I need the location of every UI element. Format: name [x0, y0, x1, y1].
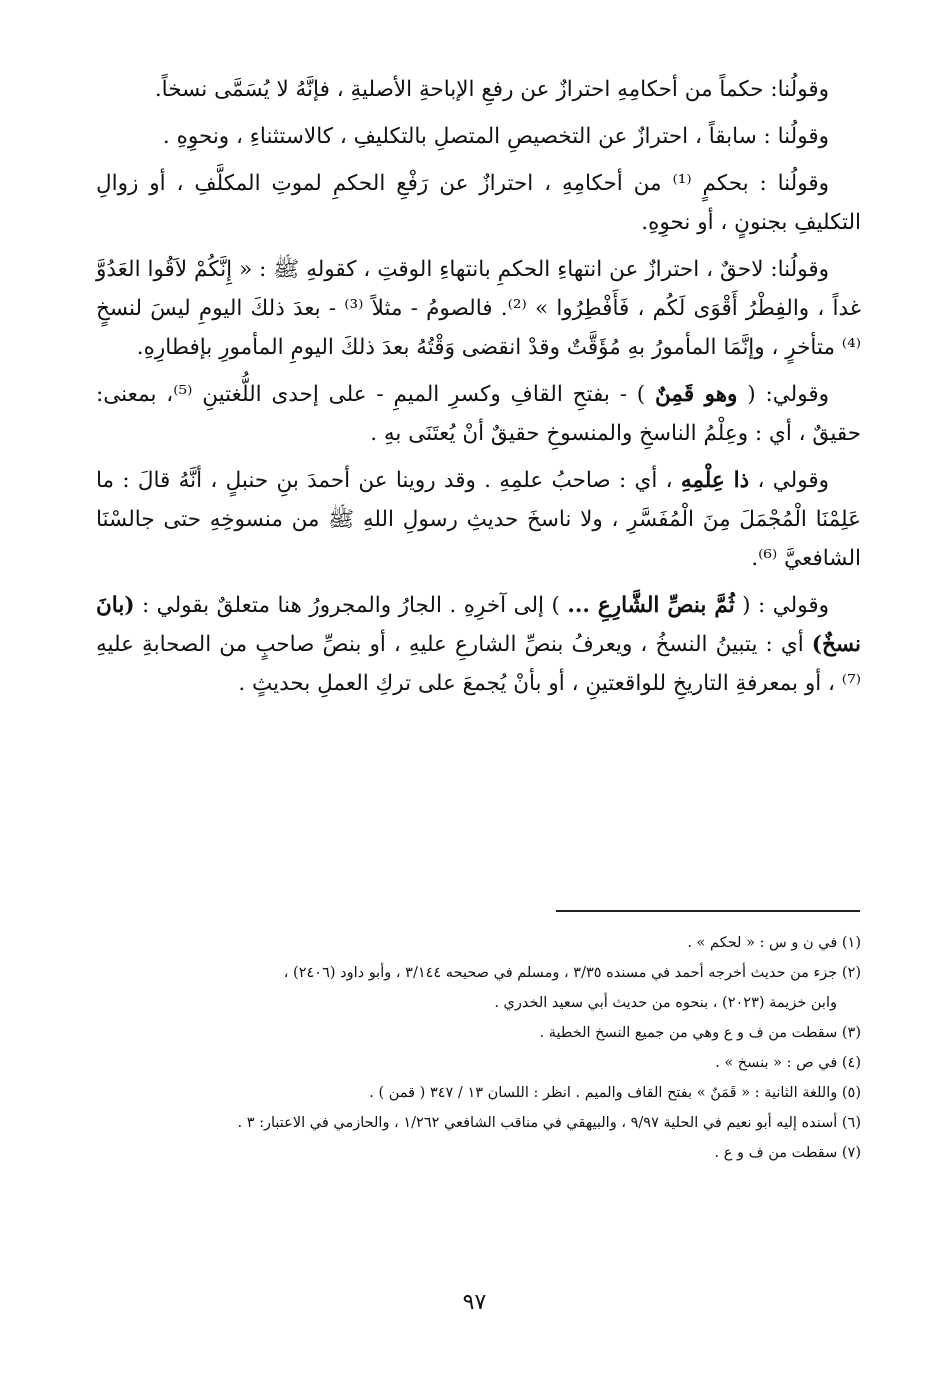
- footnote: (١) في ن و س : « لحكم » .: [687, 935, 861, 951]
- paragraph: وقولي ، ذا عِلْمِهِ ، أي : صاحبُ علمِهِ . وقد روينا عن أحمدَ بنِ حنبلٍ ، أنَّهُ قالَ : ما عَلِمْنَا الْمُجْمَلَ مِنَ الْمُفَسَّرِ ، ولا ناسخَ حديثِ رسولِ اللهِ ﷺ من منسوخِهِ حتى جالسْنَا الشافعيَّ ⁽⁶⁾.: [96, 468, 861, 571]
- footnote: (٢) جزء من حديث أخرجه أحمد في مسنده ٣/٣٥ ، ومسلم في صحيحه ٣/١٤٤ ، وأبو داود (٢٤٠٦) ،: [283, 965, 861, 981]
- footnote: (٣) سقطت من ف و ع وهي من جميع النسخ الخطية .: [539, 1025, 861, 1041]
- bold-phrase: وهو قَمِنٌ: [655, 382, 738, 407]
- paragraph: وقولُنا: حكماً من أحكامِهِ احترازٌ عن رفعِ الإباحةِ الأصليةِ ، فإنَّهُ لا يُسَمَّى نسخاً.: [154, 77, 829, 102]
- bold-phrase: ثُمَّ بنصِّ الشَّارِعِ ...: [567, 593, 735, 618]
- paragraph: وقولي : ( ثُمَّ بنصِّ الشَّارِعِ ... ) إلى آخرِهِ . الجارُ والمجرورُ هنا متعلقٌ بقولي : (بانَ نسخٌ) أي : يتبينُ النسخُ ، ويعرفُ بنصِّ الشارعِ عليهِ ، أو بنصِّ صاحبٍ من الصحابةِ عليهِ ⁽⁷⁾ ، أو بمعرفةِ التاريخِ للواقعتينِ ، أو بأنْ يُجمعَ على تركِ العملِ بحديثٍ .: [96, 593, 861, 696]
- paragraph: وقولُنا : بحكمٍ ⁽¹⁾ من أحكامِهِ ، احترازٌ عن رَفْعِ الحكمِ لموتِ المكلَّفِ ، أو زوالِ التكليفِ بجنونٍ ، أو نحوِهِ.: [96, 171, 861, 235]
- bold-phrase: (بانَ نسخٌ): [96, 593, 861, 657]
- footnote: (٥) واللغة الثانية : « قَمَنٌ » بفتح القاف والميم . انظر : اللسان ١٣ / ٣٤٧ ( قمن ) .: [369, 1085, 861, 1101]
- paragraph: وقولي: ( وهو قَمِنٌ ) - بفتحِ القافِ وكسرِ الميمِ - على إحدى اللُّغتينِ ⁽⁵⁾، بمعنى: حقيقٌ ، أي : وعِلْمُ الناسخِ والمنسوخِ حقيقٌ أنْ يُعتَنَى بهِ .: [96, 382, 861, 446]
- footnotes: [96, 928, 861, 1168]
- page-number: ٩٧: [462, 1290, 487, 1315]
- footnote: (٤) في ص : « بنسخ » .: [715, 1055, 861, 1071]
- paragraph: وقولُنا : سابقاً ، احترازٌ عن التخصيصِ المتصلِ بالتكليفِ ، كالاستثناءِ ، ونحوِهِ .: [162, 124, 829, 149]
- bold-phrase: ذا عِلْمِهِ: [680, 468, 750, 493]
- main-text: [96, 70, 861, 711]
- footnote: (٧) سقطت من ف و ع .: [714, 1145, 861, 1161]
- footnote-continuation: وابن خزيمة (٢٠٢٣) ، بنحوه من حديث أبي سعيد الخدري .: [494, 995, 837, 1011]
- footnote: (٦) أسنده إليه أبو نعيم في الحلية ٩/٩٧ ، والبيهقي في مناقب الشافعي ١/٢٦٢ ، والحازمي في الاعتبار: ٣ .: [237, 1115, 861, 1131]
- paragraph: وقولُنا: لاحقٌ ، احترازٌ عن انتهاءِ الحكمِ بانتهاءِ الوقتِ ، كقولهِ ﷺ : « إِنَّكُمْ لاَقُوا العَدُوَّ غداً ، والفِطْرُ أَقْوَى لَكُم ، فَأَفْطِرُوا » ⁽²⁾. فالصومُ - مثلاً ⁽³⁾ - بعدَ ذلكَ اليومِ ليسَ لنسخٍ ⁽⁴⁾ متأخرٍ ، وإنَّمَا المأمورُ بهِ مُؤَقَّتٌ وقدْ انقضى وَقْتُهُ بعدَ ذلكَ اليومِ المأمورِ بإفطارِهِ.: [96, 257, 861, 360]
- footnote-divider: [556, 910, 860, 912]
